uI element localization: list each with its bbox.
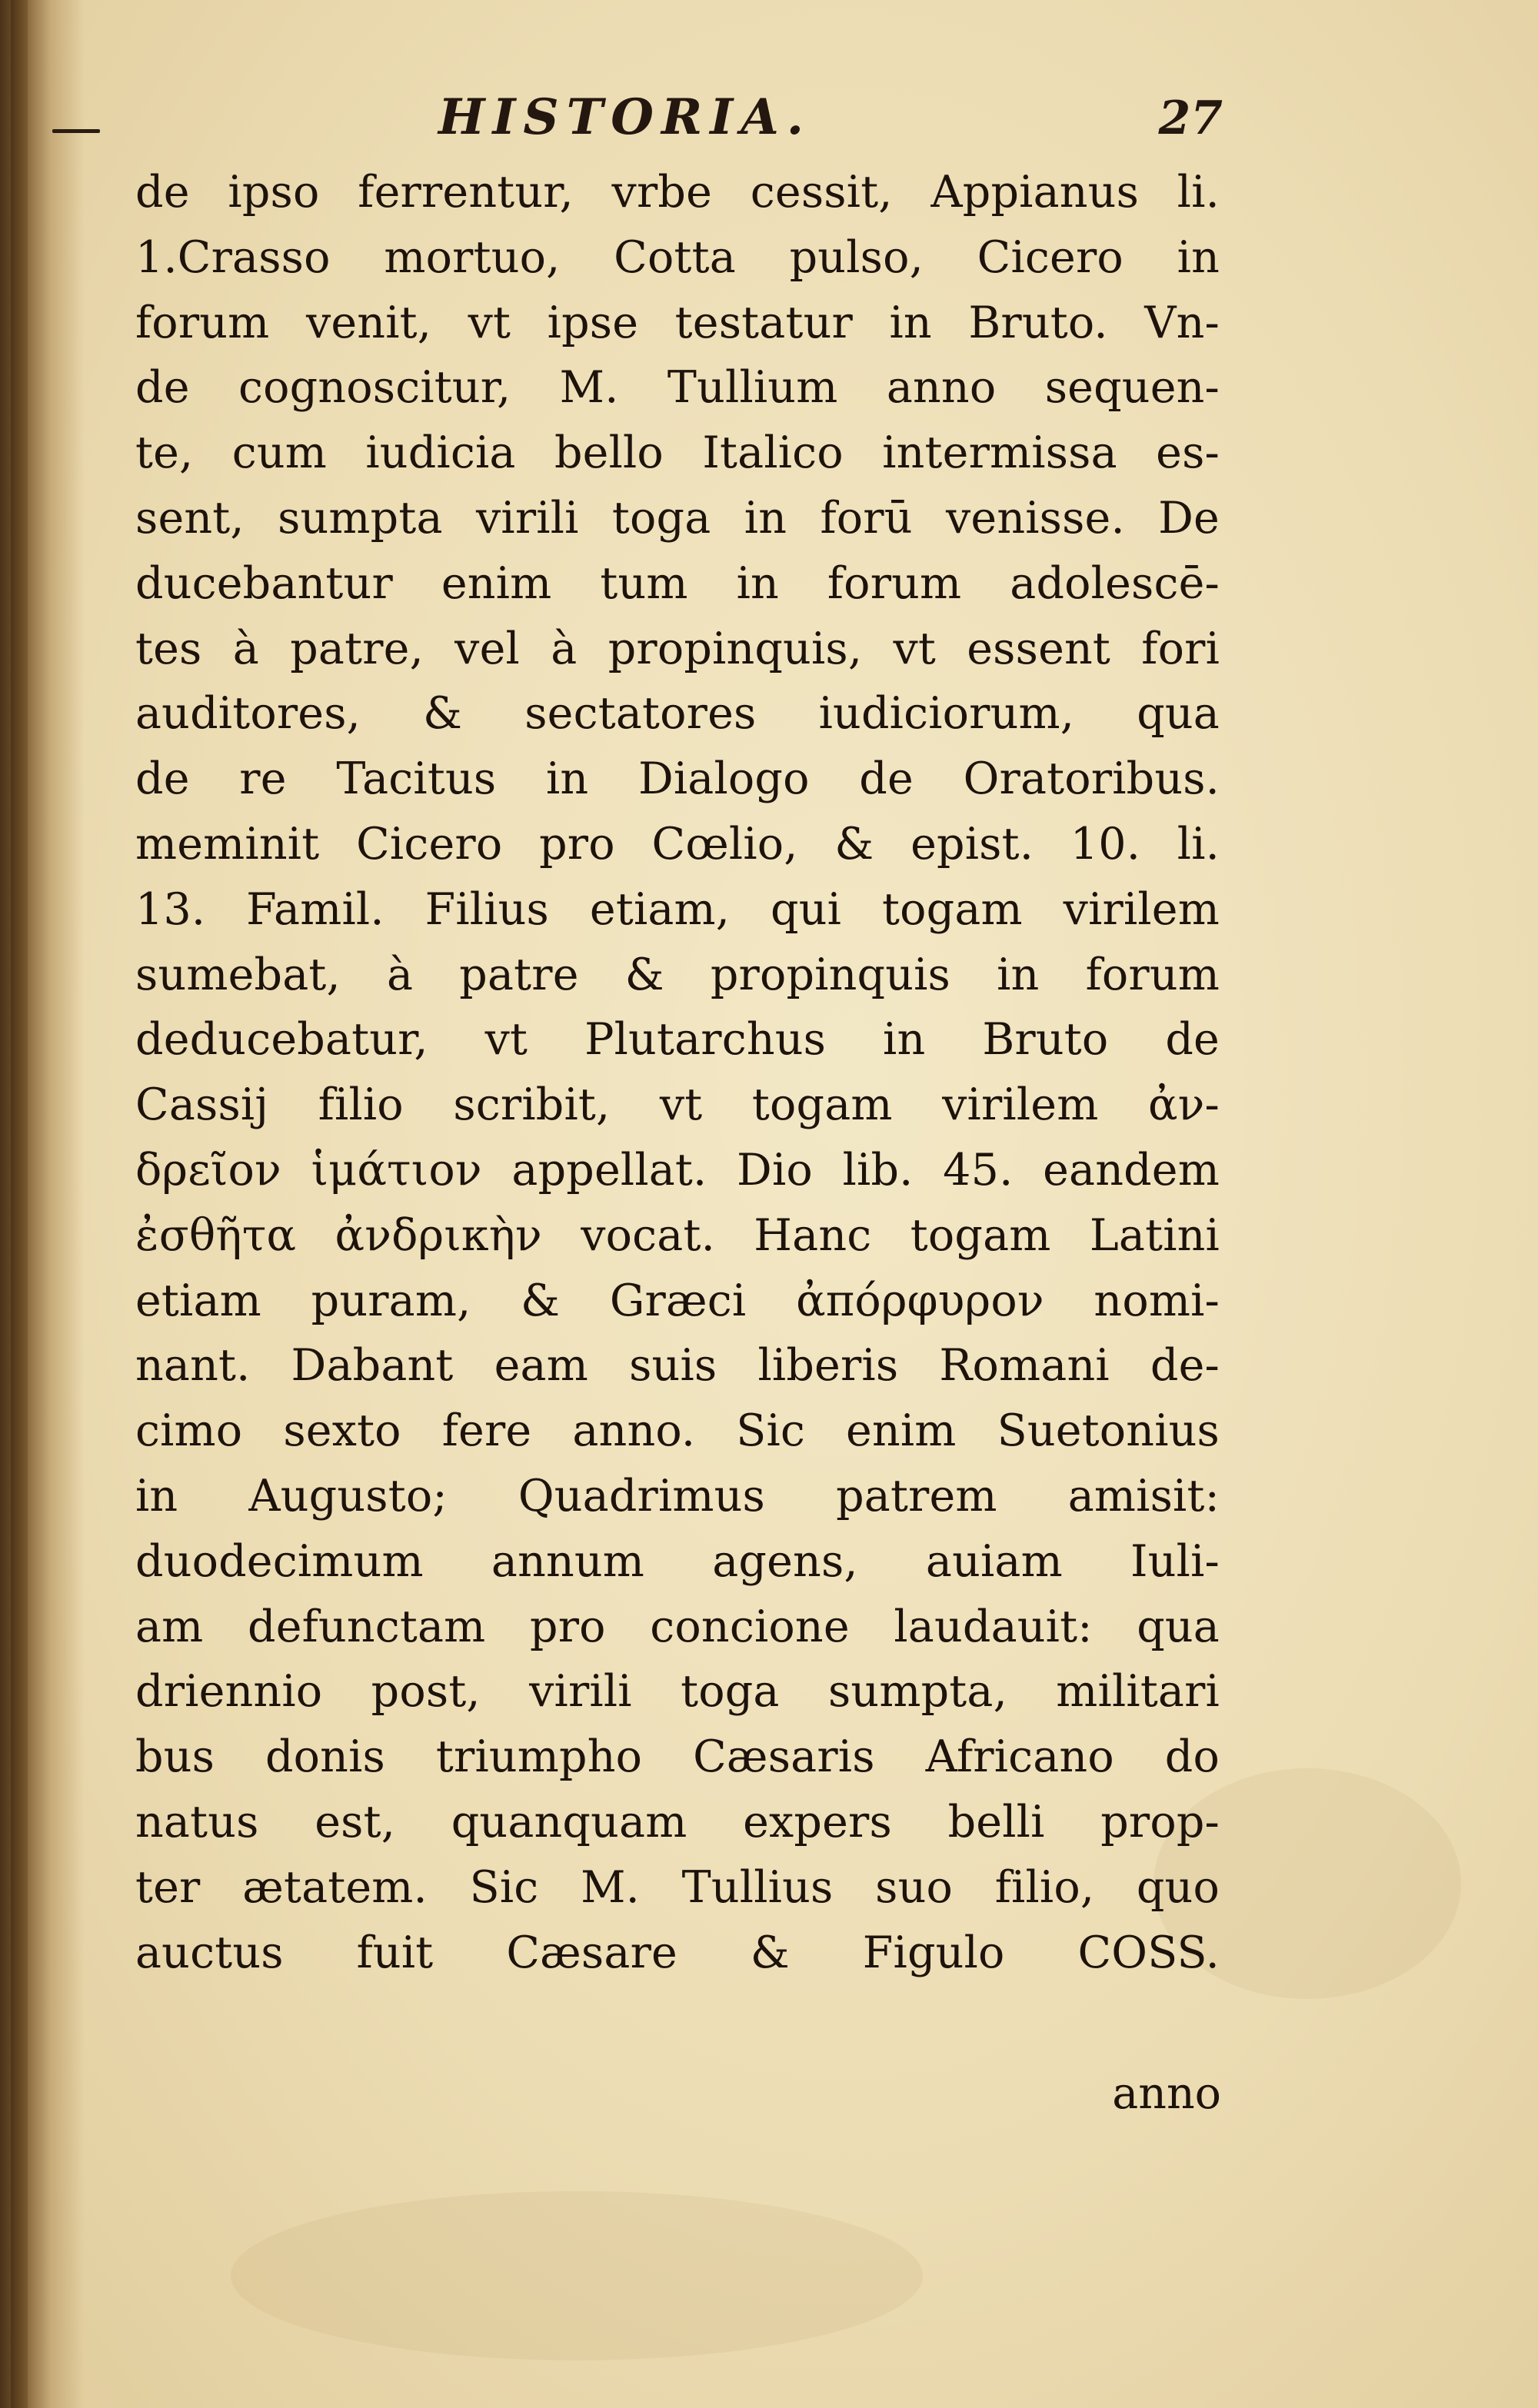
text-line: te, cum iudicia bello Italico intermissa es- <box>135 427 1220 479</box>
text-line: ἐσθῆτα ἀνδρικὴν vocat. Hanc togam Latini <box>135 1209 1220 1261</box>
text-line: in Augusto; Quadrimus patrem amisit: <box>135 1470 1220 1522</box>
text-line: Cassij filio scribit, vt togam virilem ἀν- <box>135 1079 1220 1131</box>
text-line: nant. Dabant eam suis liberis Romani de- <box>135 1340 1220 1392</box>
page-number: 27 <box>1158 91 1223 145</box>
text-line: ter ætatem. Sic M. Tullius suo filio, quo <box>135 1861 1220 1913</box>
text-line: forum venit, vt ipse testatur in Bruto. Vn- <box>135 297 1220 348</box>
text-line: etiam puram, & Græci ἀπόρφυρον nomi- <box>135 1275 1220 1326</box>
text-line: tes à patre, vel à propinquis, vt essent fori <box>135 623 1220 674</box>
text-line: am defunctam pro concione laudauit: qua <box>135 1601 1220 1652</box>
margin-mark <box>52 129 100 133</box>
text-line: 13. Famil. Filius etiam, qui togam virilem <box>135 883 1220 935</box>
text-line: δρεῖον ἱμάτιον appellat. Dio lib. 45. eandem <box>135 1144 1220 1196</box>
binding-edge <box>11 0 28 2408</box>
text-line: sent, sumpta virili toga in forū venisse. De <box>135 492 1220 544</box>
text-line: natus est, quanquam expers belli prop- <box>135 1796 1220 1848</box>
text-line: auctus fuit Cæsare & Figulo COSS. <box>135 1927 1220 1978</box>
text-line: deducebatur, vt Plutarchus in Bruto de <box>135 1014 1220 1066</box>
text-line: auditores, & sectatores iudiciorum, qua <box>135 688 1220 740</box>
text-line: de cognoscitur, M. Tullium anno sequen- <box>135 362 1220 414</box>
text-line: driennio post, virili toga sumpta, militari <box>135 1666 1220 1718</box>
text-line: sumebat, à patre & propinquis in forum <box>135 949 1220 1000</box>
text-line: bus donis triumpho Cæsaris Africano do <box>135 1731 1220 1783</box>
text-line: meminit Cicero pro Cœlio, & epist. 10. li. <box>135 818 1220 870</box>
text-line: duodecimum annum agens, auiam Iuli- <box>135 1535 1220 1587</box>
text-line: de re Tacitus in Dialogo de Oratoribus. <box>135 753 1220 805</box>
text-line: cimo sexto fere anno. Sic enim Suetonius <box>135 1405 1220 1457</box>
paper-stain <box>231 2191 923 2360</box>
body-text <box>135 160 1220 1985</box>
text-line: ducebantur enim tum in forum adolescē- <box>135 557 1220 609</box>
text-line: de ipso ferrentur, vrbe cessit, Appianus li. <box>135 167 1220 218</box>
running-title: HISTORIA. <box>438 88 812 146</box>
catchword: anno <box>1112 2068 1221 2119</box>
text-line: 1.Crasso mortuo, Cotta pulso, Cicero in <box>135 231 1220 283</box>
